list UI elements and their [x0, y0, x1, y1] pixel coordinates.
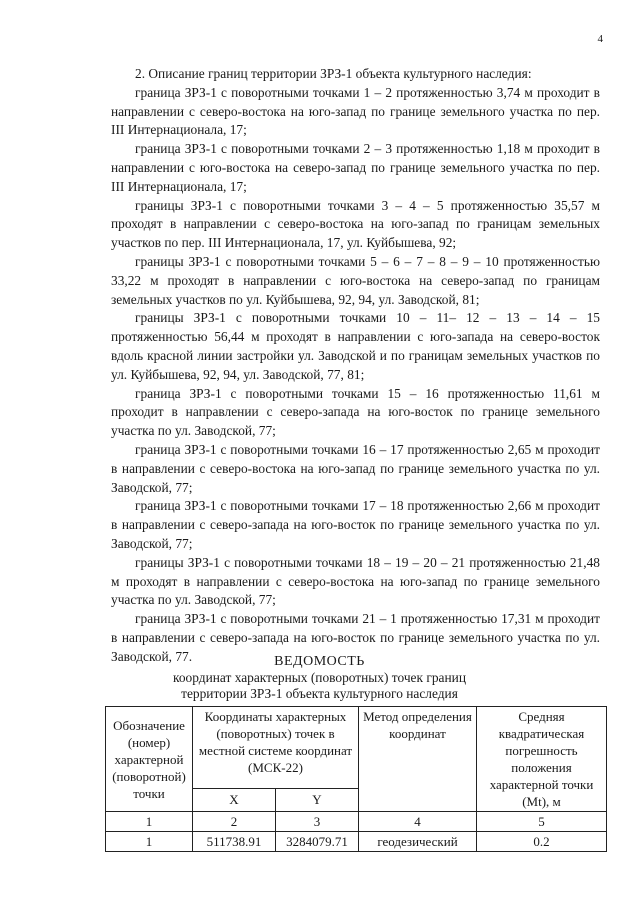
paragraph: граница ЗРЗ-1 с поворотными точками 15 – 16 протяженностью 11,61 м проходит в направлении с северо-запада на юго-восток по границе земельного участка по ул. Заводской, 77;: [111, 385, 600, 439]
cell-method: геодезический: [359, 832, 477, 852]
cell-error: 0.2: [477, 832, 607, 852]
cell-y: 3284079.71: [276, 832, 359, 852]
paragraph: границы ЗРЗ-1 с поворотными точками 5 – 6 – 7 – 8 – 9 – 10 протяженностью 33,22 м проходят в направлении с юго-востока на северо-запад по границам земельных участков по ул. Куйбышева, 92, 94, ул. Заводской, 81;: [111, 253, 600, 307]
paragraph: границы ЗРЗ-1 с поворотными точками 18 – 19 – 20 – 21 протяженностью 21,48 м проходят в направлении с северо-востока на юго-запад по границе земельного участка по ул. Заводской, 77;: [111, 554, 600, 608]
paragraph: границы ЗРЗ-1 с поворотными точками 3 – 4 – 5 протяженностью 35,57 м проходят в направлении с северо-востока на юго-запад по границам земельных участков по пер. III Интернационала, 17, ул. Куйбышева, 92;: [111, 197, 600, 251]
paragraph: граница ЗРЗ-1 с поворотными точками 1 – 2 протяженностью 3,74 м проходит в направлении с северо-востока на юго-запад по границе земельного участка по пер. III Интернационала, 17;: [111, 84, 600, 138]
paragraph: граница ЗРЗ-1 с поворотными точками 21 – 1 протяженностью 17,31 м проходит в направлении с северо-запада на юго-восток по границе земельного участка по ул. Заводской, 77.: [111, 611, 600, 664]
header-error: Средняя квадратическая погрешность положения характерной точки (Mt), м: [477, 707, 607, 812]
paragraph: граница ЗРЗ-1 с поворотными точками 17 – 18 протяженностью 2,66 м проходит в направлении с северо-запада на юго-восток по границе земельного участка по ул. Заводской, 77;: [111, 498, 600, 551]
paragraph: границы ЗРЗ-1 с поворотными точками 10 – 11– 12 – 13 – 14 – 15 протяженностью 56,44 м проходят в направлении с юго-запада на северо-восток вдоль красной линии застройки ул. Заводской и по границам земельных участков по ул. Куйбышева, 92, 94, ул. Заводской, 77, 81;: [111, 310, 600, 382]
paragraph: граница ЗРЗ-1 с поворотными точками 16 – 17 протяженностью 2,65 м проходит в направлении с северо-востока на юго-запад по границе земельного участка по ул. Заводской, 77;: [111, 441, 600, 495]
section-heading: 2. Описание границ территории ЗРЗ-1 объекта культурного наследия:: [135, 66, 532, 81]
table-title: [0, 654, 639, 702]
table-row: [106, 832, 607, 852]
cell-x: 511738.91: [193, 832, 276, 852]
header-coords: Координаты характерных (поворотных) точек в местной системе координат (МСК-22): [193, 707, 359, 789]
coordinates-table: [105, 706, 607, 852]
header-y: Y: [276, 788, 359, 811]
table-title-subtitle: координат характерных (поворотных) точек границ: [173, 670, 466, 685]
header-x: X: [193, 788, 276, 811]
paragraph: граница ЗРЗ-1 с поворотными точками 2 – 3 протяженностью 1,18 м проходит в направлении с юго-востока на северо-запад по границе земельного участка по пер. III Интернационала, 17;: [111, 141, 600, 194]
header-point: Обозначение (номер) характерной (поворотной) точки: [106, 707, 193, 812]
boundary-description: [111, 65, 600, 667]
table-header-row: [106, 707, 607, 789]
cell-point: 1: [106, 832, 193, 852]
column-number-row: [106, 812, 607, 832]
column-number: 4: [359, 812, 477, 832]
column-number: 5: [477, 812, 607, 832]
column-number: 2: [193, 812, 276, 832]
header-method: Метод определения координат: [359, 707, 477, 812]
table-title-main: ВЕДОМОСТЬ: [274, 654, 365, 669]
column-number: 3: [276, 812, 359, 832]
column-number: 1: [106, 812, 193, 832]
page-number: 4: [597, 33, 603, 45]
table-title-subtitle: территории ЗРЗ-1 объекта культурного наследия: [181, 686, 458, 701]
